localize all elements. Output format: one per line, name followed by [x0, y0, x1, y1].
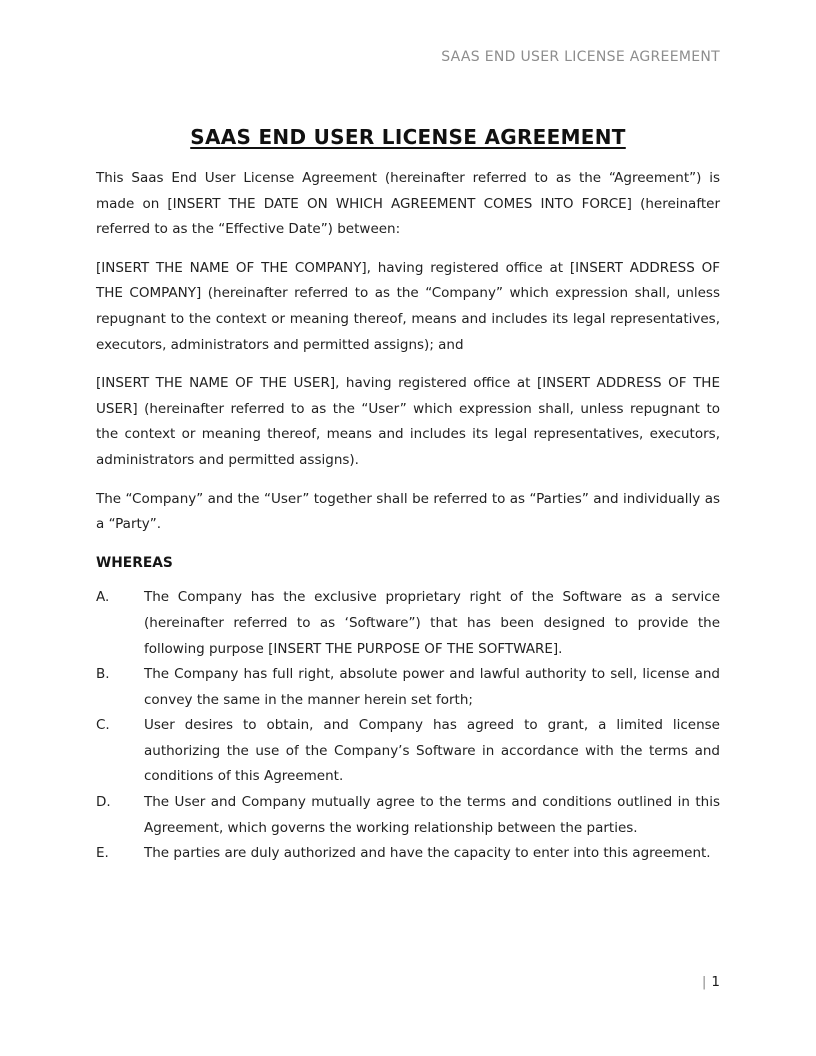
recital-b [96, 662, 720, 713]
recital-d [96, 790, 720, 841]
paragraph-user-party: [INSERT THE NAME OF THE USER], having registered office at [INSERT ADDRESS OF THE USER] (hereinafter referred to as the “User” which expression shall, unless repugnant to the context or meaning thereof, means and includes its legal representatives, executors, administrators and permitted assigns). [96, 375, 720, 468]
recital-label: C. [96, 717, 110, 734]
page-number: 1 [711, 974, 720, 990]
recital-text: The User and Company mutually agree to the terms and conditions outlined in this Agreement, which governs the working relationship between the parties. [144, 794, 720, 836]
recital-text: The Company has the exclusive proprietary right of the Software as a service (hereinafter referred to as ‘Software”) that has been designed to provide the following purpose [INSERT THE PURPOSE OF THE SOFTWARE]. [144, 589, 720, 657]
paragraph-company-party: [INSERT THE NAME OF THE COMPANY], having registered office at [INSERT ADDRESS OF THE COMPANY] (hereinafter referred to as the “Company” which expression shall, unless repugnant to the context or meaning thereof, means and includes its legal representatives, executors, administrators and permitted assigns); and [96, 259, 720, 353]
recital-text: The Company has full right, absolute power and lawful authority to sell, license and convey the same in the manner herein set forth; [144, 666, 720, 708]
document-title: SAAS END USER LICENSE AGREEMENT [190, 125, 626, 149]
recitals-list [96, 585, 720, 867]
document-body [0, 125, 816, 867]
paragraph-parties-definition: The “Company” and the “User” together shall be referred to as “Parties” and individually as a “Party”. [96, 490, 720, 533]
recital-e [96, 841, 720, 867]
page-footer [702, 972, 720, 992]
recital-c [96, 713, 720, 790]
recital-label: D. [96, 794, 111, 811]
footer-separator: | [701, 974, 707, 990]
recital-label: A. [96, 589, 110, 606]
whereas-heading: WHEREAS [96, 554, 173, 571]
header-title: SAAS END USER LICENSE AGREEMENT [441, 49, 720, 65]
paragraph-agreement-intro: This Saas End User License Agreement (hereinafter referred to as the “Agreement”) is made on [INSERT THE DATE ON WHICH AGREEMENT COMES INTO FORCE] (hereinafter referred to as the “Effective Date”) between: [96, 170, 720, 238]
recital-a [96, 585, 720, 662]
recital-text: User desires to obtain, and Company has agreed to grant, a limited license authorizing the use of the Company’s Software in accordance with the terms and conditions of this Agreement. [144, 717, 720, 785]
recital-text: The parties are duly authorized and have the capacity to enter into this agreement. [144, 845, 711, 862]
recital-label: E. [96, 845, 109, 862]
recital-label: B. [96, 666, 110, 683]
page-header [0, 0, 816, 66]
